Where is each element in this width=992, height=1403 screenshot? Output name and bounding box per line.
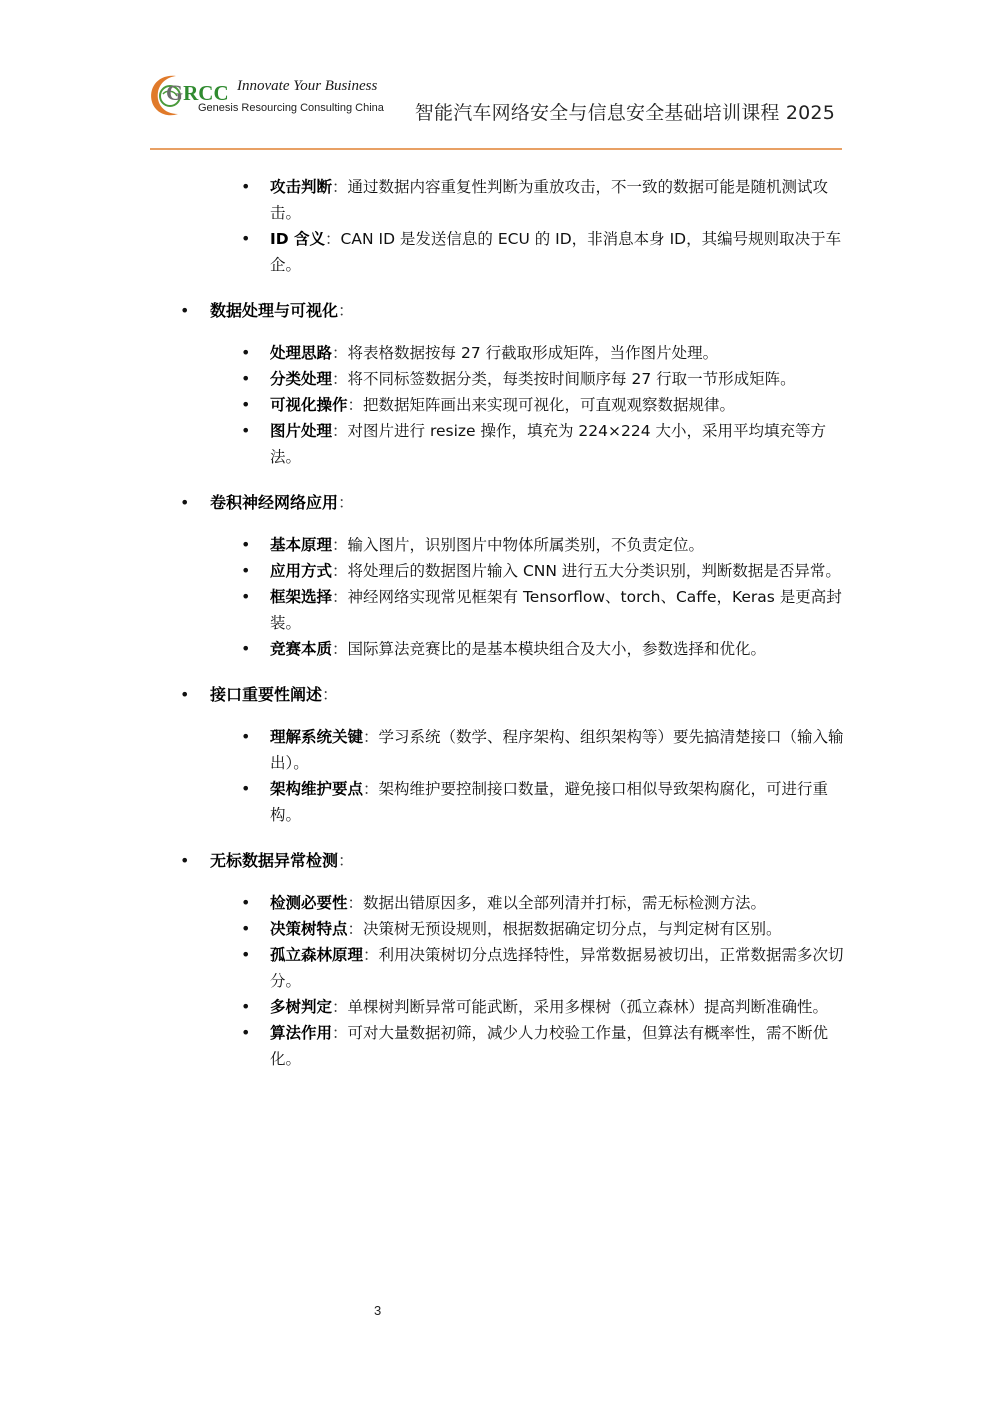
page-header — [0, 0, 992, 160]
item-term: 孤立森林原理 — [270, 946, 364, 964]
heading-separator: ： — [322, 685, 339, 704]
item-separator: ： — [332, 422, 348, 440]
item-text: 通过数据内容重复性判断为重放攻击，不一致的数据可能是随机测试攻击。 — [270, 178, 829, 222]
list-item — [270, 392, 848, 418]
list-item — [270, 174, 848, 226]
header-divider — [150, 148, 842, 150]
heading-separator: ： — [338, 301, 355, 320]
item-separator: ： — [347, 894, 364, 912]
item-term: 竞赛本质 — [270, 640, 333, 658]
item-text: 将不同标签数据分类，每类按时间顺序每 27 行取一节形成矩阵。 — [347, 370, 796, 388]
item-term: 可视化操作 — [270, 396, 348, 414]
item-term: 图片处理 — [270, 422, 333, 440]
list-item — [270, 890, 848, 916]
heading-separator: ： — [338, 493, 355, 512]
item-term: 理解系统关键 — [270, 728, 364, 746]
section-heading-text: 无标数据异常检测 — [210, 851, 339, 870]
document-body — [0, 174, 992, 1072]
list-item — [270, 994, 848, 1020]
item-text: 输入图片，识别图片中物体所属类别，不负责定位。 — [347, 536, 705, 554]
item-term: 决策树特点 — [270, 920, 348, 938]
section-heading — [210, 298, 842, 324]
item-separator: ： — [332, 536, 348, 554]
item-text: 利用决策树切分点选择特性，异常数据易被切出，正常数据需多次切分。 — [270, 946, 844, 990]
list-item — [270, 636, 848, 662]
item-text: 架构维护要控制接口数量，避免接口相似导致架构腐化，可进行重构。 — [270, 780, 829, 824]
logo-tagline: Innovate Your Business — [237, 78, 378, 94]
logo-letters: GRCC — [166, 80, 229, 105]
company-logo — [146, 70, 396, 124]
item-separator: ： — [332, 344, 348, 362]
list-item — [270, 1020, 848, 1072]
section-heading-text: 接口重要性阐述 — [210, 685, 323, 704]
item-term: 攻击判断 — [270, 178, 333, 196]
item-term: 处理思路 — [270, 344, 333, 362]
item-text: 单棵树判断异常可能武断，采用多棵树（孤立森林）提高判断准确性。 — [347, 998, 829, 1016]
item-separator: ： — [363, 946, 379, 964]
item-separator: ： — [363, 728, 379, 746]
section-heading-text: 数据处理与可视化 — [210, 301, 339, 320]
item-term: 框架选择 — [270, 588, 333, 606]
item-term: 多树判定 — [270, 998, 333, 1016]
item-term: 架构维护要点 — [270, 780, 364, 798]
heading-separator: ： — [338, 851, 355, 870]
item-separator: ： — [332, 1024, 348, 1042]
item-text: 将处理后的数据图片输入 CNN 进行五大分类识别，判断数据是否异常。 — [347, 562, 841, 580]
item-separator: ： — [332, 640, 348, 658]
item-term: 应用方式 — [270, 562, 333, 580]
list-item — [270, 942, 848, 994]
list-item — [270, 340, 848, 366]
item-separator: ： — [363, 780, 379, 798]
item-term: 检测必要性 — [270, 894, 348, 912]
item-text: 把数据矩阵画出来实现可视化，可直观观察数据规律。 — [363, 396, 736, 414]
section-heading — [210, 848, 842, 874]
item-term: ID 含义 — [270, 230, 326, 248]
item-text: 将表格数据按每 27 行截取形成矩阵，当作图片处理。 — [347, 344, 719, 362]
header-title: 智能汽车网络安全与信息安全基础培训课程 2025 — [414, 102, 835, 124]
item-text: 数据出错原因多，难以全部列清并打标，需无标检测方法。 — [363, 894, 767, 912]
logo-company-name: Genesis Resourcing Consulting China — [198, 102, 384, 114]
item-term: 算法作用 — [270, 1024, 333, 1042]
item-separator: ： — [332, 588, 348, 606]
item-separator: ： — [332, 998, 348, 1016]
list-item — [270, 366, 848, 392]
list-item — [270, 724, 848, 776]
list-item — [270, 558, 848, 584]
item-text: 学习系统（数学、程序架构、组织架构等）要先搞清楚接口（输入输出）。 — [270, 728, 844, 772]
item-separator: ： — [347, 920, 364, 938]
item-separator: ： — [325, 230, 341, 248]
list-item — [270, 916, 848, 942]
item-text: 国际算法竞赛比的是基本模块组合及大小，参数选择和优化。 — [347, 640, 767, 658]
list-item — [270, 226, 848, 278]
list-item — [270, 418, 848, 470]
item-text: 决策树无预设规则，根据数据确定切分点，与判定树有区别。 — [363, 920, 782, 938]
list-item — [270, 776, 848, 828]
page-number: 3 — [374, 1303, 382, 1318]
section-heading — [210, 490, 842, 516]
item-text: 可对大量数据初筛，减少人力校验工作量，但算法有概率性，需不断优化。 — [270, 1024, 829, 1068]
item-term: 分类处理 — [270, 370, 333, 388]
item-text: 神经网络实现常见框架有 Tensorflow、torch、Caffe，Keras 是更高封装。 — [270, 588, 842, 632]
item-separator: ： — [332, 370, 348, 388]
item-separator: ： — [332, 562, 348, 580]
list-item — [270, 532, 848, 558]
section-heading-text: 卷积神经网络应用 — [210, 493, 339, 512]
item-separator: ： — [332, 178, 348, 196]
item-separator: ： — [347, 396, 364, 414]
item-term: 基本原理 — [270, 536, 333, 554]
list-item — [270, 584, 848, 636]
item-text: 对图片进行 resize 操作，填充为 224×224 大小，采用平均填充等方法。 — [270, 422, 827, 466]
section-heading — [210, 682, 842, 708]
item-text: CAN ID 是发送信息的 ECU 的 ID，非消息本身 ID，其编号规则取决于车企。 — [270, 230, 842, 274]
